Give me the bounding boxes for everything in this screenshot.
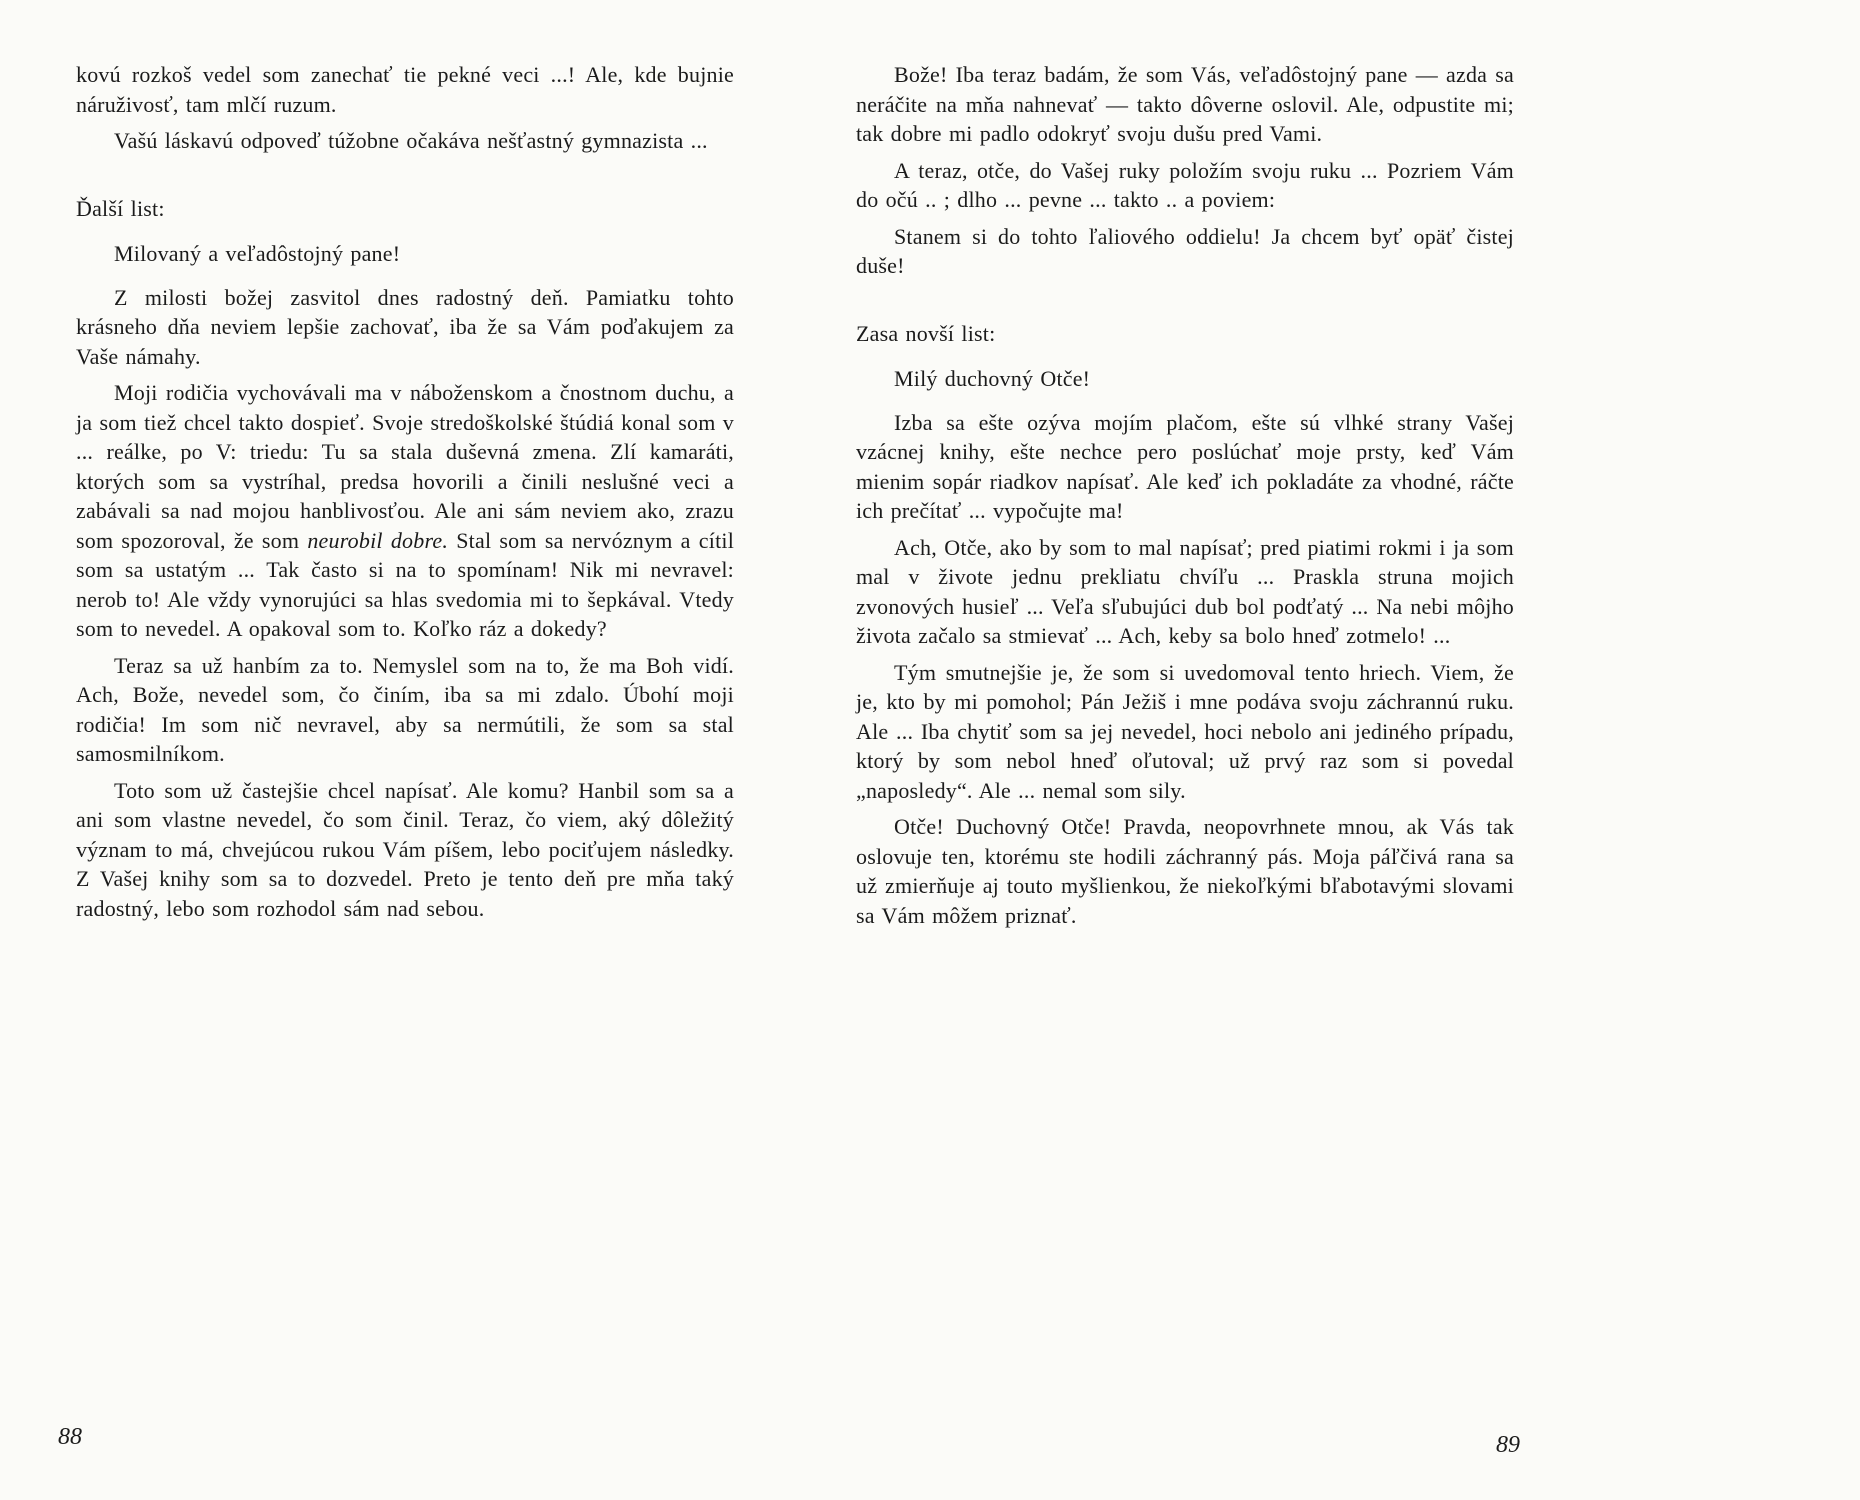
section-heading <box>856 319 1514 349</box>
right-page-text <box>856 60 1514 930</box>
page-number-left: 88 <box>58 1424 82 1450</box>
text-segment: Stal som sa nervóznym a cítil som sa ustatým ... Tak často si na to spomínam! Nik mi nevravel: nerob to! Ale vždy vynorujúci sa hlas svedomia mi to šepkával. Vtedy som to nevedel. A opakoval som to. Koľko ráz a dokedy? <box>76 527 735 641</box>
paragraph <box>76 651 734 769</box>
paragraph <box>856 533 1514 651</box>
text-segment: Ach, Otče, ako by som to mal napísať; pred piatimi rokmi i ja som mal v živote jednu prekliatu chvíľu ... Praskla struna mojich zvonových husieľ ... Veľa sľubujúci dub bol podťatý ... Na nebi môjho života začalo sa stmievať ... Ach, keby sa bolo hneď zotmelo! ... <box>856 534 1514 648</box>
text-segment: Tým smutnejšie je, že som si uvedomoval tento hriech. Viem, že je, kto by mi pomohol; Pán Ježiš i mne podáva svoju záchrannú ruku. Ale ... Iba chytiť som sa jej nevedel, hoci nebolo ani jediného prípadu, ktorý by som nebol hneď oľutoval; už prvý raz som si povedal „naposledy“. Ale ... nemal som sily. <box>856 659 1514 803</box>
text-segment: Toto som už častejšie chcel napísať. Ale komu? Hanbil som sa a ani som vlastne nevedel, čo som činil. Teraz, čo viem, aký dôležitý význam to má, chvejúcou rukou Vám píšem, lebo pociťujem následky. Z Vašej knihy som sa to dozvedel. Preto je tento deň pre mňa taký radostný, lebo som rozhodol sám nad sebou. <box>76 777 734 921</box>
paragraph <box>76 239 734 269</box>
text-segment: A teraz, otče, do Vašej ruky položím svoju ruku ... Pozriem Vám do očú .. ; dlho ... pevne ... takto .. a poviem: <box>856 157 1514 212</box>
page-number-right: 89 <box>1496 1432 1520 1458</box>
text-segment: Stanem si do tohto ľaliového oddielu! Ja chcem byť opäť čistej duše! <box>856 223 1514 278</box>
text-segment: Z milosti božej zasvitol dnes radostný deň. Pamiatku tohto krásneho dňa neviem lepšie zachovať, iba že sa Vám poďakujem za Vaše námahy. <box>76 284 734 369</box>
text-segment: Ďalší list: <box>76 195 165 221</box>
emphasized-text: neurobil dobre. <box>307 527 449 553</box>
text-segment: Moji rodičia vychovávali ma v náboženskom a čnostnom duchu, a ja som tiež chcel takto dospieť. Svoje stredoškolské štúdiá konal som v ... reálke, po V: triedu: Tu sa stala duševná zmena. Zlí kamaráti, ktorých som sa vystríhal, predsa hovorili a činili neslušné veci a zabávali sa nad mojou hanblivosťou. Ale ani sám neviem ako, zrazu som spozoroval, že som <box>76 380 734 553</box>
paragraph <box>76 283 734 372</box>
paragraph <box>76 126 734 156</box>
text-segment: Izba sa ešte ozýva mojím plačom, ešte sú vlhké strany Vašej vzácnej knihy, ešte nechce pero poslúchať moje prsty, keď Vám mienim sopár riadkov napísať. Ale keď ich pokladáte za vhodné, ráčte ich prečítať ... vypočujte ma! <box>856 409 1514 523</box>
text-segment: Zasa novší list: <box>856 320 996 346</box>
text-segment: Milý duchovný Otče! <box>894 366 1091 391</box>
paragraph <box>76 60 734 119</box>
text-segment: Milovaný a veľadôstojný pane! <box>114 241 401 266</box>
paragraph <box>856 364 1514 394</box>
text-segment: Teraz sa už hanbím za to. Nemyslel som na to, že ma Boh vidí. Ach, Bože, nevedel som, čo činím, iba sa mi zdalo. Úbohí moji rodičia! Im som nič nevravel, aby sa nermútili, že som sa stal samosmilníkom. <box>76 652 734 766</box>
paragraph <box>856 658 1514 806</box>
text-segment: Vašú láskavú odpoveď túžobne očakáva nešťastný gymnazista ... <box>114 128 708 153</box>
text-segment: Bože! Iba teraz badám, že som Vás, veľadôstojný pane — azda sa neráčite na mňa nahnevať — takto dôverne oslovil. Ale, odpustite mi; tak dobre mi padlo odokryť svoju dušu pred Vami. <box>856 62 1514 146</box>
paragraph <box>856 60 1514 149</box>
paragraph <box>856 812 1514 930</box>
paragraph <box>76 378 734 644</box>
section-heading <box>76 194 734 224</box>
paragraph <box>856 156 1514 215</box>
paragraph <box>76 776 734 924</box>
text-segment: kovú rozkoš vedel som zanechať tie pekné veci ...! Ale, kde bujnie náruživosť, tam mlčí ruzum. <box>76 62 734 117</box>
left-page-text <box>76 60 734 923</box>
text-segment: Otče! Duchovný Otče! Pravda, neopovrhnete mnou, ak Vás tak oslovuje ten, ktorému ste hodili záchranný pás. Moja páľčivá rana sa už zmierňuje aj touto myšlienkou, že niekoľkými bľabotavými slovami sa Vám môžem priznať. <box>856 814 1514 928</box>
paragraph <box>856 222 1514 281</box>
paragraph <box>856 408 1514 526</box>
